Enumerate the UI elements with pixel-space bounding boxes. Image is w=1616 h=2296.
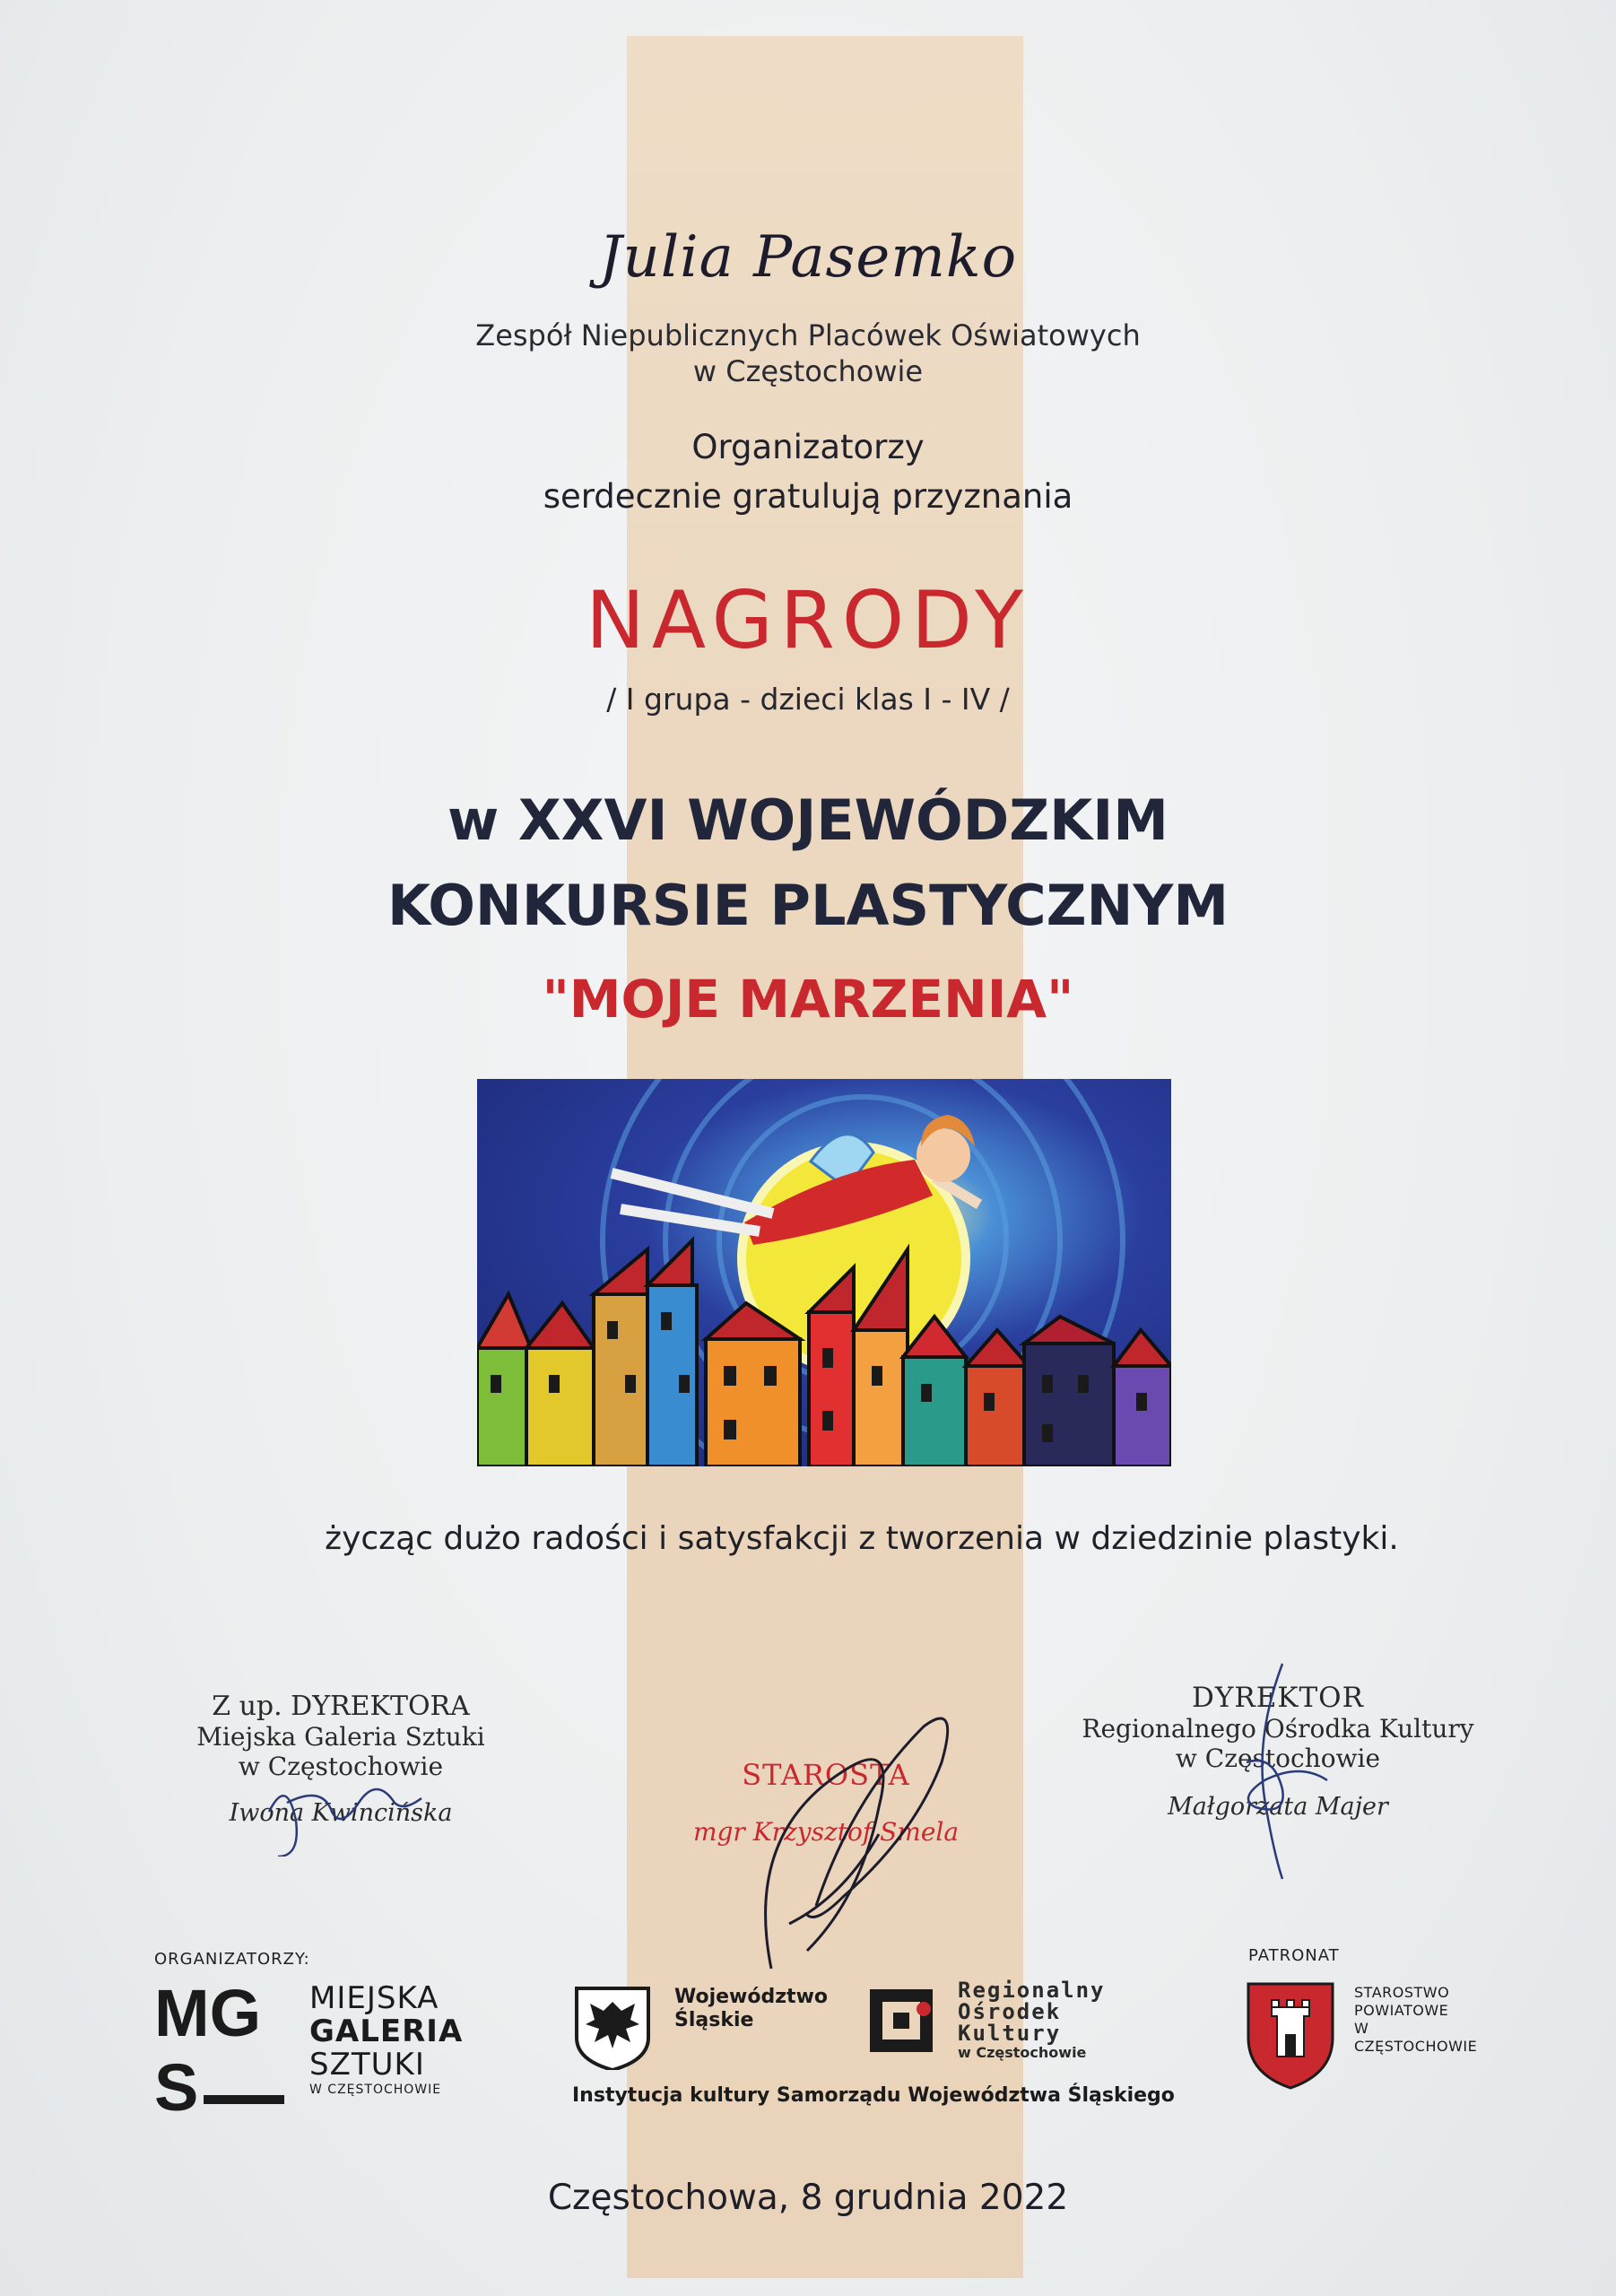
rok-line4: w Częstochowie — [958, 2044, 1087, 2061]
congratulations-line: serdecznie gratulują przyznania — [543, 477, 1073, 516]
woj-line2: Śląskie — [674, 2009, 754, 2031]
signature-city: w Częstochowie — [1175, 1744, 1381, 1773]
signature-title: STAROSTA — [742, 1758, 910, 1792]
signatory-name: mgr Krzysztof Smela — [692, 1817, 960, 1847]
handwritten-signature-middle — [735, 1700, 969, 1987]
recipient-name: Julia Pasemko — [598, 224, 1018, 291]
artwork-image — [477, 1079, 1171, 1466]
mgs-logo-text — [309, 1982, 463, 2098]
organizers-label: ORGANIZATORZY: — [154, 1950, 310, 1969]
handwritten-signature-left — [251, 1758, 430, 1857]
wojewodztwo-logo-text — [674, 1986, 828, 2032]
institution-caption: Instytucja kultury Samorządu Województwa Śląskiego — [572, 2084, 1175, 2107]
mgs-line3: SZTUKI — [309, 2047, 425, 2083]
mgs-line1: MIEJSKA — [309, 1980, 439, 2016]
signature-institution: Regionalnego Ośrodka Kultury — [1082, 1714, 1474, 1744]
signatory-name: Iwona Kwincińska — [229, 1799, 453, 1827]
patronat-label: PATRONAT — [1248, 1946, 1340, 1965]
signature-city: w Częstochowie — [238, 1752, 444, 1781]
rok-line3: Kultury — [958, 2021, 1062, 2046]
award-title: NAGRODY — [586, 574, 1030, 666]
starostwo-logo-text — [1354, 1984, 1477, 2056]
sp-line2: POWIATOWE — [1354, 2002, 1449, 2019]
contest-title-line1: w XXVI WOJEWÓDZKIM — [447, 787, 1169, 853]
age-group: / I grupa - dzieci klas I - IV / — [606, 682, 1010, 717]
rok-line2: Ośrodek — [958, 1999, 1062, 2024]
contest-title-line2: KONKURSIE PLASTYCZNYM — [387, 873, 1229, 938]
organizers-line: Organizatorzy — [691, 428, 925, 466]
woj-line1: Województwo — [674, 1986, 829, 2008]
school-name-line1: Zespół Niepublicznych Placówek Oświatowych — [475, 318, 1141, 352]
silesia-eagle-icon — [572, 1984, 653, 2070]
signatory-name: Małgorzata Majer — [1168, 1793, 1388, 1821]
rok-logo-text — [958, 1979, 1106, 2062]
sp-line1: STAROSTWO — [1354, 1984, 1450, 2001]
mgs-logo-icon — [154, 1980, 289, 2119]
school-name-line2: w Częstochowie — [692, 354, 924, 388]
sp-line4: CZĘSTOCHOWIE — [1354, 2038, 1478, 2055]
rok-logo-icon — [863, 1982, 948, 2067]
handwritten-signature-right — [1211, 1655, 1354, 1888]
contest-name: "MOJE MARZENIA" — [542, 969, 1074, 1030]
rok-line1: Regionalny — [958, 1978, 1106, 2003]
issue-date: Częstochowa, 8 grudnia 2022 — [547, 2178, 1069, 2218]
svg-text:MG: MG — [154, 1980, 262, 2050]
mgs-line4: W CZĘSTOCHOWIE — [309, 2083, 442, 2097]
signature-title: Z up. DYREKTORA — [212, 1691, 470, 1722]
wishes-line: życząc dużo radości i satysfakcji z tworzenia w dziedzinie plastyki. — [325, 1520, 1399, 1557]
signature-institution: Miejska Galeria Sztuki — [196, 1722, 485, 1752]
sp-line3: W — [1354, 2020, 1369, 2037]
county-coat-of-arms-icon — [1245, 1980, 1336, 2090]
mgs-line2: GALERIA — [309, 2013, 464, 2049]
signature-title: DYREKTOR — [1192, 1682, 1364, 1714]
svg-text:S: S — [154, 2050, 199, 2119]
